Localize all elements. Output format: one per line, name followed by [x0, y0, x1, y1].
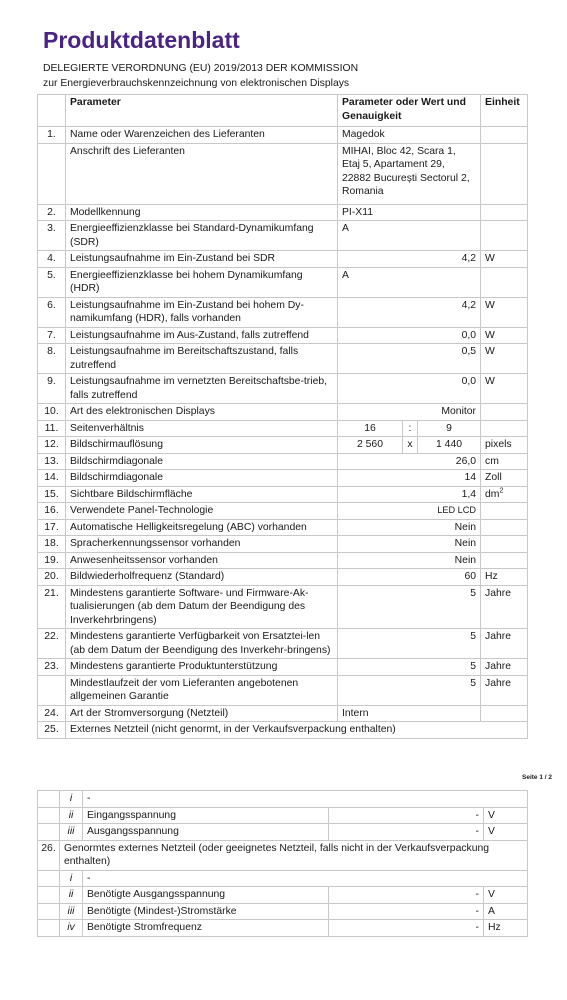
row-unit — [481, 143, 528, 204]
aspect-separator: : — [403, 420, 418, 437]
row-value: Nein — [338, 519, 481, 536]
row-value: 5 — [338, 675, 481, 705]
resolution-height: 1 440 — [418, 437, 481, 454]
table-row — [38, 420, 528, 437]
table-row — [38, 791, 528, 808]
page-title: Produktdatenblatt — [43, 27, 240, 53]
row-unit: pixels — [481, 437, 528, 454]
row-roman-index: iv — [60, 920, 83, 937]
row-value: 4,2 — [338, 297, 481, 327]
row-unit — [481, 503, 528, 520]
table-row — [38, 536, 528, 553]
header-value: Parameter oder Wert und Genauigkeit — [338, 95, 481, 127]
row-value: Nein — [338, 536, 481, 553]
row-roman-index: i — [60, 870, 83, 887]
row-unit — [481, 127, 528, 144]
row-number: 13. — [38, 453, 66, 470]
row-unit: W — [481, 251, 528, 268]
row-parameter: Name oder Warenzeichen des Lieferanten — [66, 127, 338, 144]
row-number: 10. — [38, 404, 66, 421]
table-row — [38, 903, 528, 920]
table-row — [38, 675, 528, 705]
row-parameter: Energieeffizienzklasse bei hohem Dynamikumfang (HDR) — [66, 267, 338, 297]
table-row — [38, 143, 528, 204]
row-value: 26,0 — [338, 453, 481, 470]
row-parameter: Art des elektronischen Displays — [66, 404, 338, 421]
table-row — [38, 486, 528, 503]
row-value: LED LCD — [338, 503, 481, 520]
row-parameter: Sichtbare Bildschirmfläche — [66, 486, 338, 503]
table-row — [38, 344, 528, 374]
row-value: 4,2 — [338, 251, 481, 268]
row-unit: Zoll — [481, 470, 528, 487]
row-unit — [481, 420, 528, 437]
row-roman-index: ii — [60, 807, 83, 824]
row-number: 5. — [38, 267, 66, 297]
row-value: A — [338, 267, 481, 297]
row-parameter: Leistungsaufnahme im Ein-Zustand bei SDR — [66, 251, 338, 268]
header-unit: Einheit — [481, 95, 528, 127]
resolution-separator: x — [403, 437, 418, 454]
row-parameter: Benötigte Ausgangsspannung — [83, 887, 329, 904]
row-number — [38, 824, 60, 841]
row-number — [38, 807, 60, 824]
table-row — [38, 807, 528, 824]
table-row — [38, 705, 528, 722]
table-row — [38, 722, 528, 739]
row-unit: V — [484, 824, 528, 841]
row-unit — [481, 204, 528, 221]
row-parameter: Art der Stromversorgung (Netzteil) — [66, 705, 338, 722]
row-unit — [481, 536, 528, 553]
unit-superscript: 2 — [499, 487, 504, 495]
row-roman-index: iii — [60, 903, 83, 920]
row-roman-index: iii — [60, 824, 83, 841]
unit-text: dm — [485, 488, 500, 500]
row-number: 6. — [38, 297, 66, 327]
row-roman-index: ii — [60, 887, 83, 904]
row-number: 26. — [38, 840, 60, 870]
row-parameter: Anwesenheitssensor vorhanden — [66, 552, 338, 569]
aspect-height: 9 — [418, 420, 481, 437]
row-parameter: Spracherkennungssensor vorhanden — [66, 536, 338, 553]
table-row — [38, 503, 528, 520]
row-value: 1,4 — [338, 486, 481, 503]
row-number — [38, 887, 60, 904]
table-row — [38, 251, 528, 268]
row-number: 21. — [38, 585, 66, 629]
row-number: 20. — [38, 569, 66, 586]
header-number-cell — [38, 95, 66, 127]
row-parameter: Bildschirmdiagonale — [66, 453, 338, 470]
row-number — [38, 791, 60, 808]
row-parameter: - — [83, 791, 528, 808]
row-unit: Jahre — [481, 659, 528, 676]
row-number: 25. — [38, 722, 66, 739]
row-parameter: Mindestens garantierte Verfügbarkeit von Ersatztei-len (ab dem Datum der Beendigung des Inverkehr-bringens) — [66, 629, 338, 659]
row-parameter: Ausgangsspannung — [83, 824, 329, 841]
row-unit — [481, 552, 528, 569]
row-value: 0,0 — [338, 327, 481, 344]
row-number: 23. — [38, 659, 66, 676]
row-unit — [481, 404, 528, 421]
table-row — [38, 887, 528, 904]
row-number: 18. — [38, 536, 66, 553]
row-value: 14 — [338, 470, 481, 487]
page-indicator: Seite 1 / 2 — [522, 774, 552, 781]
row-parameter: Leistungsaufnahme im vernetzten Bereitschaftsbe-trieb, falls zutreffend — [66, 374, 338, 404]
row-number — [38, 870, 60, 887]
row-number: 2. — [38, 204, 66, 221]
row-value: 5 — [338, 659, 481, 676]
row-unit: Hz — [484, 920, 528, 937]
table-row — [38, 297, 528, 327]
row-number: 4. — [38, 251, 66, 268]
row-parameter: Leistungsaufnahme im Bereitschaftszustand, falls zutreffend — [66, 344, 338, 374]
table-row — [38, 519, 528, 536]
row-unit: W — [481, 344, 528, 374]
row-number: 22. — [38, 629, 66, 659]
row-number: 12. — [38, 437, 66, 454]
row-value: 5 — [338, 629, 481, 659]
row-number: 9. — [38, 374, 66, 404]
row-number: 15. — [38, 486, 66, 503]
table-row — [38, 659, 528, 676]
row-parameter: Genormtes externes Netzteil (oder geeignetes Netzteil, falls nicht in der Verkaufsverpackung enthalten) — [60, 840, 528, 870]
table-row — [38, 374, 528, 404]
row-number: 24. — [38, 705, 66, 722]
table-row — [38, 870, 528, 887]
row-parameter: Automatische Helligkeitsregelung (ABC) vorhanden — [66, 519, 338, 536]
table-header-row — [38, 95, 528, 127]
table-row — [38, 437, 528, 454]
table-row — [38, 840, 528, 870]
row-number: 14. — [38, 470, 66, 487]
row-value: Magedok — [338, 127, 481, 144]
row-value: 5 — [338, 585, 481, 629]
table-row — [38, 470, 528, 487]
row-value: Intern — [338, 705, 481, 722]
row-unit: W — [481, 327, 528, 344]
row-value: - — [329, 903, 484, 920]
row-unit: W — [481, 297, 528, 327]
table-row — [38, 920, 528, 937]
row-parameter: Anschrift des Lieferanten — [66, 143, 338, 204]
row-number: 8. — [38, 344, 66, 374]
row-value: A — [338, 221, 481, 251]
row-value: - — [329, 887, 484, 904]
row-unit: W — [481, 374, 528, 404]
table-row — [38, 629, 528, 659]
row-unit: Jahre — [481, 585, 528, 629]
row-unit: Jahre — [481, 675, 528, 705]
row-parameter: Mindestlaufzeit der vom Lieferanten angebotenen allgemeinen Garantie — [66, 675, 338, 705]
row-roman-index: i — [60, 791, 83, 808]
row-number: 19. — [38, 552, 66, 569]
row-value: PI-X11 — [338, 204, 481, 221]
row-value: 0,5 — [338, 344, 481, 374]
row-number — [38, 903, 60, 920]
row-unit — [481, 267, 528, 297]
power-supply-table — [37, 790, 528, 937]
table-row — [38, 404, 528, 421]
row-number: 3. — [38, 221, 66, 251]
row-unit — [481, 221, 528, 251]
row-number: 16. — [38, 503, 66, 520]
row-value: Nein — [338, 552, 481, 569]
row-number — [38, 675, 66, 705]
table-row — [38, 327, 528, 344]
row-parameter: Eingangsspannung — [83, 807, 329, 824]
row-parameter: Seitenverhältnis — [66, 420, 338, 437]
row-parameter: Bildschirmdiagonale — [66, 470, 338, 487]
row-parameter: Externes Netzteil (nicht genormt, in der Verkaufsverpackung enthalten) — [66, 722, 528, 739]
resolution-width: 2 560 — [338, 437, 403, 454]
row-parameter: Bildwiederholfrequenz (Standard) — [66, 569, 338, 586]
row-unit: A — [484, 903, 528, 920]
row-number — [38, 143, 66, 204]
product-data-table — [37, 94, 528, 739]
table-row — [38, 824, 528, 841]
row-parameter: Modellkennung — [66, 204, 338, 221]
row-parameter: Leistungsaufnahme im Aus-Zustand, falls zutreffend — [66, 327, 338, 344]
row-unit: cm — [481, 453, 528, 470]
table-row — [38, 221, 528, 251]
row-number: 1. — [38, 127, 66, 144]
table-row — [38, 204, 528, 221]
table-row — [38, 453, 528, 470]
row-parameter: Verwendete Panel-Technologie — [66, 503, 338, 520]
row-value: - — [329, 920, 484, 937]
row-unit: Hz — [481, 569, 528, 586]
row-value: 0,0 — [338, 374, 481, 404]
row-number: 11. — [38, 420, 66, 437]
regulation-subtitle: DELEGIERTE VERORDNUNG (EU) 2019/2013 DER KOMMISSION zur Energieverbrauchskennzeichnung von elektronischen Displays — [43, 63, 359, 89]
table-row — [38, 569, 528, 586]
row-unit — [481, 519, 528, 536]
row-value: 60 — [338, 569, 481, 586]
row-parameter: Energieeffizienzklasse bei Standard-Dynamikumfang (SDR) — [66, 221, 338, 251]
header-parameter: Parameter — [66, 95, 338, 127]
table-row — [38, 127, 528, 144]
row-number: 17. — [38, 519, 66, 536]
table-row — [38, 552, 528, 569]
row-value: - — [329, 824, 484, 841]
row-parameter: Mindestens garantierte Produktunterstützung — [66, 659, 338, 676]
row-number: 7. — [38, 327, 66, 344]
row-parameter: Benötigte Stromfrequenz — [83, 920, 329, 937]
row-value: - — [329, 807, 484, 824]
row-unit: Jahre — [481, 629, 528, 659]
row-number — [38, 920, 60, 937]
row-parameter: Mindestens garantierte Software- und Firmware-Ak-tualisierungen (ab dem Datum der Beendigung des Inverkehrbringens) — [66, 585, 338, 629]
row-value: Monitor — [338, 404, 481, 421]
table-row — [38, 585, 528, 629]
row-unit: V — [484, 887, 528, 904]
aspect-width: 16 — [338, 420, 403, 437]
row-parameter: Benötigte (Mindest-)Stromstärke — [83, 903, 329, 920]
row-unit: V — [484, 807, 528, 824]
row-unit — [481, 705, 528, 722]
row-unit — [481, 486, 528, 503]
supplier-address: MIHAI, Bloc 42, Scara 1, Etaj 5, Apartament 29, 22882 București Sectorul 2, Romania — [338, 143, 481, 204]
row-parameter: Leistungsaufnahme im Ein-Zustand bei hohem Dy-namikumfang (HDR), falls vorhanden — [66, 297, 338, 327]
row-parameter: - — [83, 870, 528, 887]
table-row — [38, 267, 528, 297]
row-parameter: Bildschirmauflösung — [66, 437, 338, 454]
